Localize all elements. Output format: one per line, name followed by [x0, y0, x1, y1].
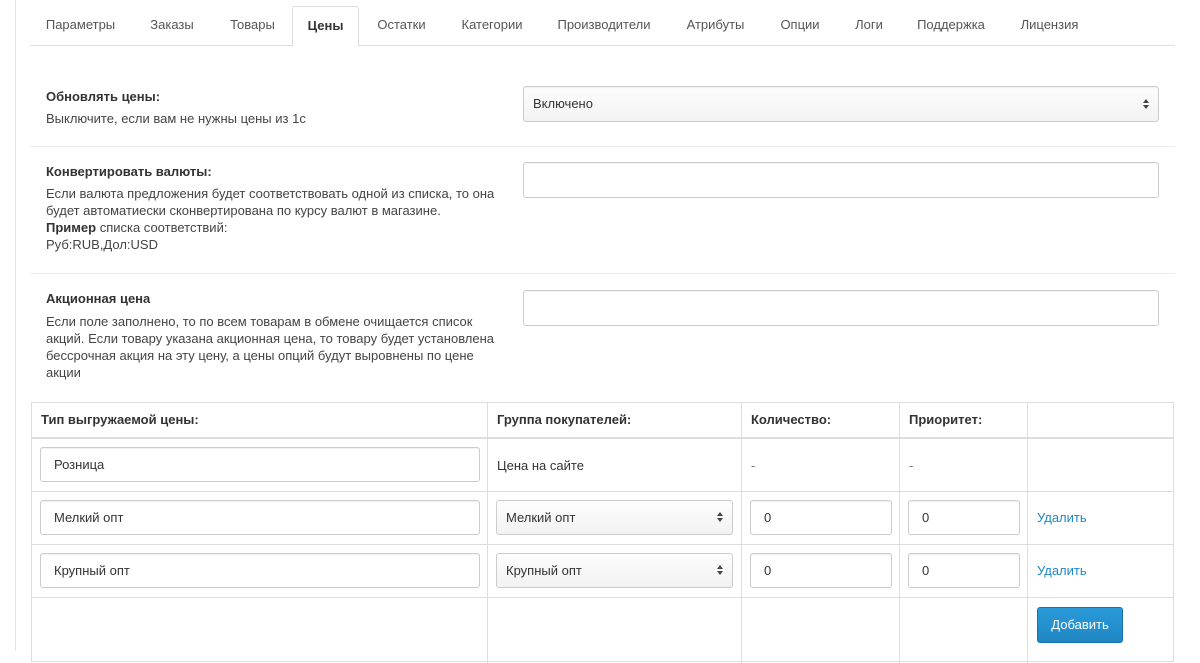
example-value: Руб:RUB,Дол:USD [46, 237, 158, 252]
tab-stock[interactable]: Остатки [377, 17, 426, 32]
header-customer-group: Группа покупателей: [497, 412, 632, 427]
column-divider [741, 403, 742, 663]
tab-license[interactable]: Лицензия [1020, 17, 1079, 32]
add-button[interactable]: Добавить [1037, 607, 1123, 643]
help-line: Если поле заполнено, то по всем товарам в обмене очищается список [46, 314, 473, 329]
update-prices-value: Включено [533, 96, 593, 111]
delete-link[interactable]: Удалить [1037, 510, 1087, 525]
tab-logs[interactable]: Логи [855, 17, 883, 32]
update-prices-help: Выключите, если вам не нужны цены из 1с [46, 111, 306, 126]
help-line: акции [46, 365, 81, 380]
help-line: акций. Если товару указана акционная цена, то товару будет установлена [46, 331, 495, 346]
tab-options[interactable]: Опции [780, 17, 820, 32]
promo-price-input[interactable] [523, 290, 1159, 326]
select-arrows-icon [1143, 97, 1150, 111]
tab-bar [30, 0, 1175, 46]
select-arrows-icon [717, 563, 724, 577]
promo-price-label: Акционная цена [46, 291, 151, 306]
tab-manufacturers[interactable]: Производители [557, 17, 651, 32]
convert-currency-help [46, 185, 506, 253]
row-divider [32, 491, 1173, 492]
help-line: будет автоматиески сконвертирована по курсу валют в магазине. [46, 203, 441, 218]
quantity-input[interactable]: 0 [750, 553, 892, 588]
help-line: бессрочная акция на эту цену, а цены опций будут выровнены по цене [46, 348, 474, 363]
customer-group-text: Цена на сайте [497, 458, 584, 473]
customer-group-select[interactable] [496, 500, 733, 535]
customer-group-select[interactable] [496, 553, 733, 588]
customer-group-value: Мелкий опт [506, 510, 576, 525]
price-type-input[interactable]: Розница [40, 447, 480, 482]
promo-price-help [46, 313, 506, 381]
update-prices-select[interactable] [523, 86, 1159, 122]
help-line [46, 219, 506, 236]
price-type-input[interactable]: Крупный опт [40, 553, 480, 588]
header-priority: Приоритет: [909, 412, 983, 427]
update-prices-label: Обновлять цены: [46, 89, 161, 104]
example-label: Пример [46, 220, 97, 235]
select-arrows-icon [717, 510, 724, 524]
price-type-input[interactable]: Мелкий опт [40, 500, 480, 535]
column-divider [1027, 403, 1028, 663]
tab-parameters[interactable]: Параметры [45, 17, 116, 32]
table-header [32, 403, 1173, 439]
row-divider [32, 544, 1173, 545]
divider [30, 273, 1175, 274]
convert-currency-input[interactable] [523, 162, 1159, 198]
price-types-table [31, 402, 1174, 662]
quantity-input[interactable]: 0 [750, 500, 892, 535]
priority-input[interactable]: 0 [908, 500, 1020, 535]
tab-products[interactable]: Товары [230, 17, 275, 32]
divider [30, 146, 1175, 147]
tab-support[interactable]: Поддержка [917, 17, 985, 32]
priority-text: - [909, 458, 914, 473]
delete-link[interactable]: Удалить [1037, 563, 1087, 578]
tab-prices[interactable]: Цены [292, 6, 359, 47]
tab-categories[interactable]: Категории [461, 17, 523, 32]
header-price-type: Тип выгружаемой цены: [41, 412, 199, 427]
tab-orders[interactable]: Заказы [150, 17, 194, 32]
help-line: Если валюта предложения будет соответствовать одной из списка, то она [46, 186, 495, 201]
example-text: списка соответствий: [96, 220, 228, 235]
row-divider [32, 597, 1173, 598]
column-divider [899, 403, 900, 663]
convert-currency-label: Конвертировать валюты: [46, 164, 212, 179]
customer-group-value: Крупный опт [506, 563, 582, 578]
header-quantity: Количество: [751, 412, 832, 427]
tab-attributes[interactable]: Атрибуты [686, 17, 745, 32]
priority-input[interactable]: 0 [908, 553, 1020, 588]
column-divider [487, 403, 488, 663]
quantity-text: - [751, 458, 756, 473]
